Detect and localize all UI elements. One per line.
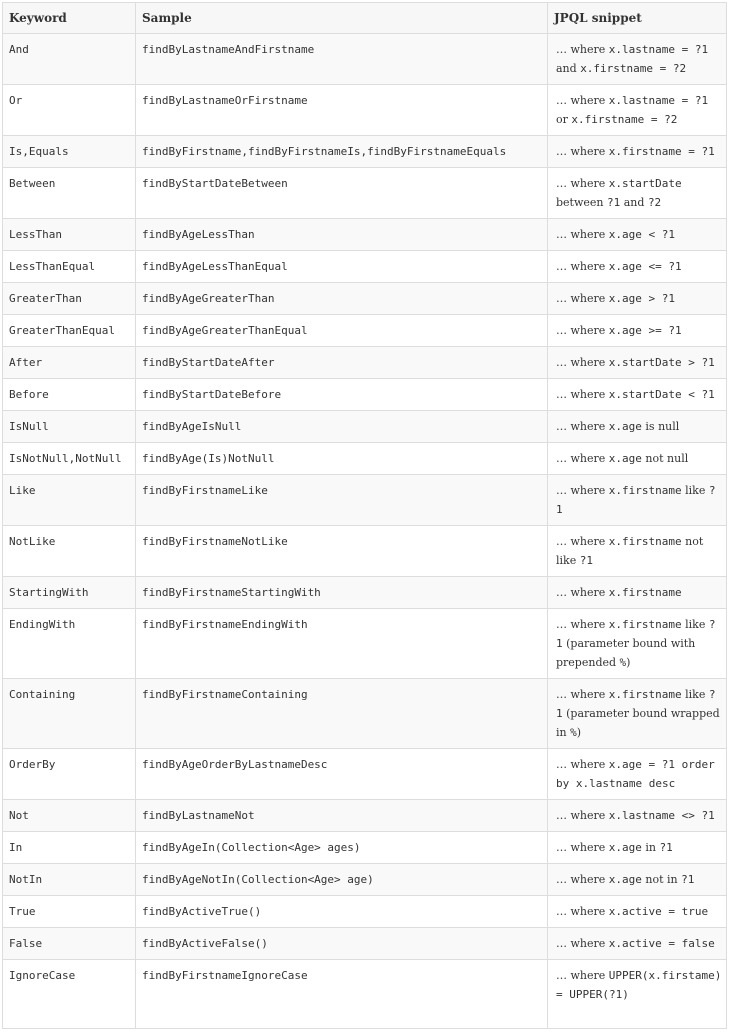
- table-row: [3, 832, 727, 864]
- jpql-code: ?1: [681, 873, 695, 886]
- jpql-code: x.firstname: [608, 618, 682, 631]
- sample-cell: findByAgeLessThan: [136, 219, 548, 251]
- table-row: [3, 475, 727, 526]
- keyword-cell: GreaterThanEqual: [3, 315, 136, 347]
- table-row: [3, 609, 727, 679]
- jpql-text: not null: [641, 452, 689, 465]
- jpql-code: x.firstname: [608, 586, 682, 599]
- sample-cell: findByAge(Is)NotNull: [136, 443, 548, 475]
- keyword-cell: OrderBy: [3, 749, 136, 800]
- sample-cell: findByLastnameOrFirstname: [136, 85, 548, 136]
- jpql-cell: [548, 960, 727, 1029]
- jpql-text: (parameter bound wrapped in: [556, 707, 720, 739]
- jpql-cell: [548, 347, 727, 379]
- jpql-code: x.age > ?1: [608, 292, 676, 305]
- jpql-text: … where: [556, 260, 609, 273]
- sample-cell: findByAgeIn(Collection<Age> ages): [136, 832, 548, 864]
- jpql-text: not in: [641, 873, 682, 886]
- jpql-text: … where: [556, 905, 609, 918]
- jpql-code: x.lastname <> ?1: [608, 809, 715, 822]
- sample-cell: findByFirstnameIgnoreCase: [136, 960, 548, 1029]
- keyword-cell: LessThan: [3, 219, 136, 251]
- jpql-cell: [548, 168, 727, 219]
- jpql-cell: [548, 315, 727, 347]
- jpql-code: x.firstname: [608, 688, 682, 701]
- jpql-text: … where: [556, 586, 609, 599]
- sample-cell: findByStartDateAfter: [136, 347, 548, 379]
- sample-cell: findByFirstnameLike: [136, 475, 548, 526]
- sample-cell: findByAgeGreaterThan: [136, 283, 548, 315]
- jpql-text: ): [576, 726, 582, 739]
- keyword-cell: Like: [3, 475, 136, 526]
- header-row: [3, 3, 727, 34]
- jpql-text: … where: [556, 937, 609, 950]
- jpql-cell: [548, 85, 727, 136]
- sample-cell: findByAgeIsNull: [136, 411, 548, 443]
- jpql-code: x.firstname: [608, 535, 682, 548]
- jpql-code: x.active = false: [608, 937, 715, 950]
- jpql-text: … where: [556, 452, 609, 465]
- jpql-code: x.age >= ?1: [608, 324, 682, 337]
- keyword-cell: StartingWith: [3, 577, 136, 609]
- sample-cell: findByActiveFalse(): [136, 928, 548, 960]
- sample-cell: findByFirstname,findByFirstnameIs,findByFirstnameEquals: [136, 136, 548, 168]
- jpql-code: x.age: [608, 420, 642, 433]
- header-keyword: Keyword: [3, 3, 136, 34]
- jpql-cell: [548, 411, 727, 443]
- jpql-text: … where: [556, 43, 609, 56]
- jpql-code: ?1: [659, 841, 673, 854]
- jpql-code: ?1: [556, 484, 716, 516]
- jpql-text: (parameter bound with prepended: [556, 637, 696, 669]
- jpql-code: x.lastname = ?1: [608, 43, 709, 56]
- table-row: [3, 411, 727, 443]
- sample-cell: findByLastnameAndFirstname: [136, 34, 548, 85]
- jpql-text: … where: [556, 809, 609, 822]
- jpql-text: … where: [556, 145, 609, 158]
- jpql-text: in: [641, 841, 660, 854]
- jpql-cell: [548, 832, 727, 864]
- jpql-text: … where: [556, 688, 609, 701]
- jpql-text: … where: [556, 969, 609, 982]
- jpql-text: … where: [556, 841, 609, 854]
- jpql-text: … where: [556, 94, 609, 107]
- jpql-text: like: [681, 618, 709, 631]
- jpql-cell: [548, 136, 727, 168]
- keyword-cell: Not: [3, 800, 136, 832]
- jpql-text: and: [556, 62, 581, 75]
- jpql-text: … where: [556, 535, 609, 548]
- jpql-text: … where: [556, 324, 609, 337]
- keyword-cell: And: [3, 34, 136, 85]
- jpql-cell: [548, 251, 727, 283]
- jpql-cell: [548, 609, 727, 679]
- table-row: [3, 896, 727, 928]
- jpql-code: ?1: [556, 688, 716, 720]
- table-row: [3, 251, 727, 283]
- header-jpql: JPQL snippet: [548, 3, 727, 34]
- jpql-text: … where: [556, 292, 609, 305]
- jpql-code: x.age: [608, 841, 642, 854]
- jpql-code: ?1: [556, 618, 716, 650]
- jpql-code: x.firstname = ?2: [571, 113, 678, 126]
- sample-cell: findByAgeNotIn(Collection<Age> age): [136, 864, 548, 896]
- jpql-text: ): [626, 656, 631, 669]
- jpql-code: %: [619, 656, 627, 669]
- table-row: [3, 136, 727, 168]
- jpql-code: x.startDate: [608, 177, 682, 190]
- jpql-code: x.age: [608, 873, 642, 886]
- jpql-code: %: [570, 726, 577, 739]
- keyword-cell: NotIn: [3, 864, 136, 896]
- jpql-text: not like: [556, 535, 704, 567]
- jpql-code: UPPER(x.firstame) = UPPER(?1): [556, 969, 722, 1001]
- jpql-code: ?1: [607, 196, 621, 209]
- keyword-cell: False: [3, 928, 136, 960]
- jpql-text: … where: [556, 356, 609, 369]
- keyword-cell: In: [3, 832, 136, 864]
- keyword-cell: Is,Equals: [3, 136, 136, 168]
- table-row: [3, 283, 727, 315]
- table-row: [3, 679, 727, 749]
- table-row: [3, 315, 727, 347]
- keyword-cell: After: [3, 347, 136, 379]
- jpql-code: x.age < ?1: [608, 228, 676, 241]
- keyword-cell: Or: [3, 85, 136, 136]
- table-row: [3, 379, 727, 411]
- jpql-cell: [548, 749, 727, 800]
- jpql-code: x.lastname = ?1: [608, 94, 709, 107]
- jpql-code: x.age <= ?1: [608, 260, 682, 273]
- table-row: [3, 928, 727, 960]
- table-row: [3, 800, 727, 832]
- jpql-text: … where: [556, 420, 609, 433]
- sample-cell: findByFirstnameEndingWith: [136, 609, 548, 679]
- keyword-cell: NotLike: [3, 526, 136, 577]
- jpql-cell: [548, 864, 727, 896]
- table-row: [3, 749, 727, 800]
- jpql-text: … where: [556, 758, 609, 771]
- jpql-text: like: [681, 688, 709, 701]
- table-row: [3, 864, 727, 896]
- jpql-code: x.active = true: [608, 905, 709, 918]
- jpql-text: … where: [556, 388, 609, 401]
- sample-cell: findByLastnameNot: [136, 800, 548, 832]
- keyword-cell: IsNotNull,NotNull: [3, 443, 136, 475]
- jpql-cell: [548, 800, 727, 832]
- jpql-code: x.firstname = ?1: [608, 145, 715, 158]
- sample-cell: findByStartDateBefore: [136, 379, 548, 411]
- jpql-cell: [548, 443, 727, 475]
- table-row: [3, 85, 727, 136]
- jpql-code: x.age: [608, 452, 642, 465]
- keyword-cell: Between: [3, 168, 136, 219]
- table-row: [3, 168, 727, 219]
- jpql-text: or: [556, 113, 572, 126]
- jpql-cell: [548, 896, 727, 928]
- jpql-code: ?1: [579, 554, 593, 567]
- sample-cell: findByAgeGreaterThanEqual: [136, 315, 548, 347]
- table-row: [3, 577, 727, 609]
- table-row: [3, 347, 727, 379]
- jpql-code: x.firstname = ?2: [580, 62, 687, 75]
- jpql-text: like: [681, 484, 709, 497]
- jpql-cell: [548, 219, 727, 251]
- jpql-cell: [548, 928, 727, 960]
- jpql-cell: [548, 526, 727, 577]
- sample-cell: findByAgeLessThanEqual: [136, 251, 548, 283]
- keyword-cell: GreaterThan: [3, 283, 136, 315]
- sample-cell: findByFirstnameStartingWith: [136, 577, 548, 609]
- sample-cell: findByAgeOrderByLastnameDesc: [136, 749, 548, 800]
- jpql-text: … where: [556, 228, 609, 241]
- keyword-cell: Containing: [3, 679, 136, 749]
- keyword-cell: True: [3, 896, 136, 928]
- keyword-cell: Before: [3, 379, 136, 411]
- jpql-text: … where: [556, 873, 609, 886]
- keyword-cell: EndingWith: [3, 609, 136, 679]
- jpql-cell: [548, 379, 727, 411]
- sample-cell: findByStartDateBetween: [136, 168, 548, 219]
- jpql-text: and: [620, 196, 648, 209]
- header-sample: Sample: [136, 3, 548, 34]
- jpql-cell: [548, 577, 727, 609]
- jpql-cell: [548, 679, 727, 749]
- keyword-cell: IsNull: [3, 411, 136, 443]
- jpql-text: … where: [556, 177, 609, 190]
- query-keywords-table: [2, 2, 727, 1029]
- jpql-code: x.age = ?1 order by x.lastname desc: [556, 758, 715, 790]
- jpql-cell: [548, 34, 727, 85]
- jpql-text: between: [556, 196, 607, 209]
- sample-cell: findByFirstnameNotLike: [136, 526, 548, 577]
- jpql-text: … where: [556, 484, 609, 497]
- sample-cell: findByFirstnameContaining: [136, 679, 548, 749]
- keyword-cell: LessThanEqual: [3, 251, 136, 283]
- jpql-code: x.startDate < ?1: [608, 388, 715, 401]
- jpql-text: is null: [641, 420, 680, 433]
- jpql-code: x.startDate > ?1: [608, 356, 715, 369]
- table-row: [3, 526, 727, 577]
- jpql-cell: [548, 283, 727, 315]
- jpql-code: ?2: [647, 196, 662, 209]
- table-row: [3, 219, 727, 251]
- keyword-cell: IgnoreCase: [3, 960, 136, 1029]
- jpql-text: … where: [556, 618, 609, 631]
- table-row: [3, 34, 727, 85]
- table-row: [3, 443, 727, 475]
- sample-cell: findByActiveTrue(): [136, 896, 548, 928]
- table-row: [3, 960, 727, 1029]
- jpql-code: x.firstname: [608, 484, 682, 497]
- jpql-cell: [548, 475, 727, 526]
